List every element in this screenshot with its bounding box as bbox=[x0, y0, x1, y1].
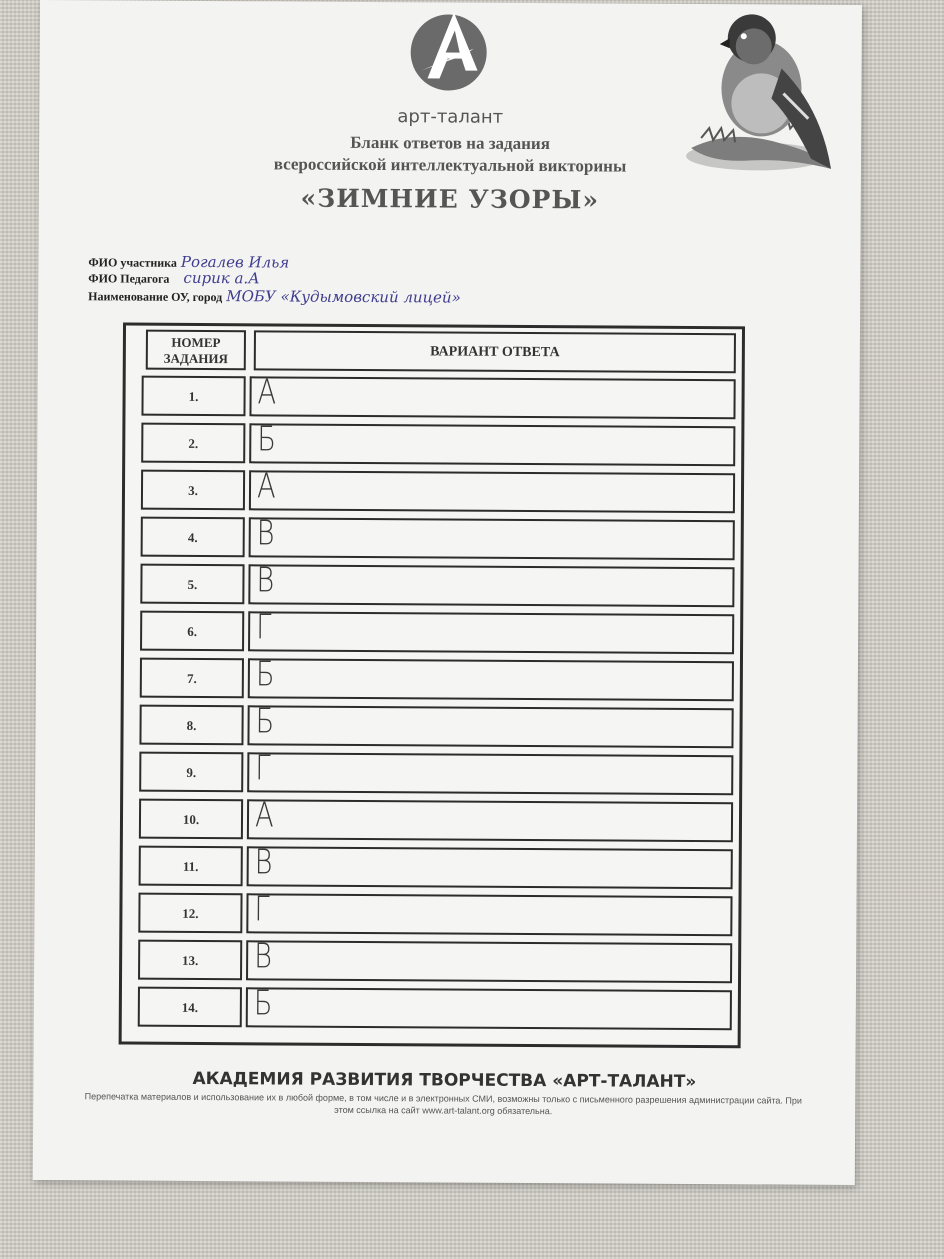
task-number: 12. bbox=[138, 893, 242, 934]
participant-handwritten-value: Рогалев Илья bbox=[180, 252, 290, 272]
form-subtitle-line2: всероссийской интеллектуальной викторины bbox=[273, 154, 627, 176]
task-number: 11. bbox=[139, 846, 243, 887]
table-row bbox=[123, 748, 739, 798]
handwritten-answer: Б bbox=[253, 983, 273, 1024]
bullfinch-illustration bbox=[671, 8, 842, 184]
task-number: 7. bbox=[140, 658, 244, 699]
table-row bbox=[124, 560, 740, 610]
table-row bbox=[125, 466, 741, 516]
task-number: 9. bbox=[139, 752, 243, 793]
table-row bbox=[123, 842, 739, 892]
table-row bbox=[122, 983, 738, 1033]
table-row bbox=[122, 889, 738, 939]
answer-cell bbox=[246, 983, 732, 1030]
handwritten-answer: В bbox=[256, 513, 275, 554]
handwritten-answer: Г bbox=[254, 889, 270, 930]
task-number: 6. bbox=[140, 611, 244, 652]
task-number: 14. bbox=[138, 987, 242, 1028]
column-header-number-line1: НОМЕР bbox=[171, 334, 221, 351]
task-number: 13. bbox=[138, 940, 242, 981]
answer-sheet bbox=[33, 0, 862, 1185]
teacher-handwritten-value: сирик а.А bbox=[183, 268, 260, 288]
participant-label: ФИО участника bbox=[88, 255, 177, 270]
task-number: 2. bbox=[141, 423, 245, 464]
answer-cell bbox=[247, 701, 733, 748]
task-number: 3. bbox=[141, 470, 245, 511]
table-row bbox=[122, 936, 738, 986]
answer-cell bbox=[247, 842, 733, 889]
task-number: 10. bbox=[139, 799, 243, 840]
handwritten-answer: Б bbox=[257, 419, 277, 460]
table-row bbox=[124, 607, 740, 657]
handwritten-answer: Г bbox=[256, 607, 272, 648]
answer-cell bbox=[249, 513, 735, 560]
table-row bbox=[125, 513, 741, 563]
quiz-title: «ЗИМНИЕ УЗОРЫ» bbox=[300, 183, 600, 215]
answer-cell bbox=[249, 466, 735, 513]
footer-copyright-note: Перепечатка материалов и использование их в любой форме, в том числе и в электронных СМИ, возможны только с письменного разрешения администрации сайта. При этом ссылка на сайт www.art-talant.org обязательна. bbox=[84, 1091, 802, 1117]
table-row bbox=[123, 701, 739, 751]
handwritten-answer: А bbox=[257, 372, 277, 413]
handwritten-answer: В bbox=[254, 936, 273, 977]
answer-cell bbox=[249, 419, 735, 466]
column-header-number-line2: ЗАДАНИЯ bbox=[163, 350, 228, 367]
form-subtitle-line1: Бланк ответов на задания bbox=[350, 132, 551, 154]
table-row bbox=[124, 654, 740, 704]
teacher-label: ФИО Педагога bbox=[88, 271, 170, 286]
handwritten-answer: В bbox=[256, 560, 275, 601]
table-header bbox=[126, 326, 742, 376]
task-number: 5. bbox=[140, 564, 244, 605]
column-header-answer: ВАРИАНТ ОТВЕТА bbox=[254, 330, 736, 373]
answer-cell bbox=[249, 372, 735, 419]
task-number: 1. bbox=[141, 376, 245, 417]
column-header-number bbox=[146, 330, 246, 371]
answer-cell bbox=[246, 889, 732, 936]
handwritten-answer: А bbox=[256, 466, 276, 507]
teacher-field bbox=[88, 268, 259, 287]
handwritten-answer: Г bbox=[255, 748, 271, 789]
answer-cell bbox=[247, 748, 733, 795]
answer-cell bbox=[248, 607, 734, 654]
footer-title: АКАДЕМИЯ РАЗВИТИЯ ТВОРЧЕСТВА «АРТ-ТАЛАНТ» bbox=[192, 1068, 697, 1093]
table-row bbox=[123, 795, 739, 845]
school-field bbox=[88, 286, 461, 306]
table-row bbox=[125, 419, 741, 469]
answer-cell bbox=[247, 795, 733, 842]
answer-cell bbox=[248, 654, 734, 701]
handwritten-answer: Б bbox=[255, 654, 275, 695]
answer-cell bbox=[246, 936, 732, 983]
task-number: 4. bbox=[141, 517, 245, 558]
school-handwritten-value: МОБУ «Кудымовский лицей» bbox=[226, 287, 461, 307]
art-talant-logo-icon bbox=[407, 8, 490, 92]
handwritten-answer: В bbox=[254, 842, 273, 883]
handwritten-answer: Б bbox=[255, 701, 275, 742]
answer-cell bbox=[248, 560, 734, 607]
table-row bbox=[125, 372, 741, 422]
school-label: Наименование ОУ, город bbox=[88, 289, 223, 305]
task-number: 8. bbox=[139, 705, 243, 746]
brand-name: арт-талант bbox=[397, 106, 504, 128]
handwritten-answer: А bbox=[254, 795, 274, 836]
answers-table bbox=[119, 323, 745, 1049]
